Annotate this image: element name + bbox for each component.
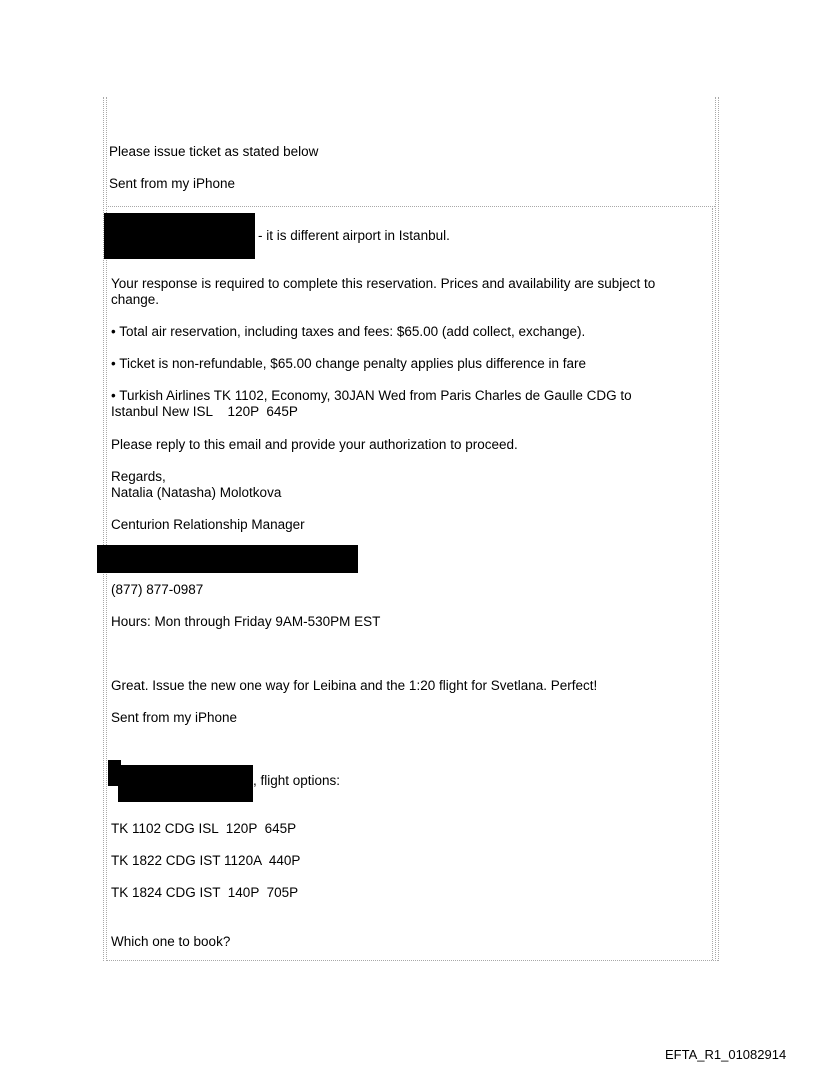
bullet-flight-details-cont: Istanbul New ISL 120P 645P (111, 404, 298, 419)
reply-request: Please reply to this email and provide your authorization to proceed. (111, 437, 518, 452)
reply-signature: Sent from my iPhone (111, 710, 238, 725)
reply-text: Great. Issue the new one way for Leibina and the 1:20 flight for Svetlana. Perfect! (111, 678, 598, 693)
top-message-signature: Sent from my iPhone (109, 176, 236, 191)
sender-title: Centurion Relationship Manager (111, 517, 305, 532)
response-required-line-2: change. (111, 292, 160, 307)
booking-question: Which one to book? (111, 934, 231, 949)
bullet-total-fare: • Total air reservation, including taxes and fees: $65.00 (add collect, exchange). (111, 324, 586, 339)
office-hours: Hours: Mon through Friday 9AM-530PM EST (111, 614, 381, 629)
outer-border-right (715, 97, 716, 961)
sender-name: Natalia (Natasha) Molotkova (111, 485, 282, 500)
outer-border-right-inner (718, 97, 719, 961)
quote-border-right (712, 208, 713, 960)
document-id: EFTA_R1_01082914 (665, 1047, 787, 1062)
redaction-block (118, 765, 253, 802)
flight-option: TK 1824 CDG IST 140P 705P (111, 885, 299, 900)
top-message-divider (106, 206, 715, 207)
bullet-refund-policy: • Ticket is non-refundable, $65.00 change penalty applies plus difference in fare (111, 356, 587, 371)
regards: Regards, (111, 469, 166, 484)
quote-border-bottom (106, 960, 718, 961)
airport-note: - it is different airport in Istanbul. (258, 228, 450, 243)
flight-options-intro: , flight options: (253, 773, 341, 788)
flight-option: TK 1822 CDG IST 1120A 440P (111, 853, 301, 868)
redaction-block (97, 545, 358, 573)
phone-number: (877) 877-0987 (111, 582, 204, 597)
response-required-line-1: Your response is required to complete this reservation. Prices and availability are subject to (111, 276, 656, 291)
bullet-flight-details: • Turkish Airlines TK 1102, Economy, 30JAN Wed from Paris Charles de Gaulle CDG to (111, 388, 632, 403)
redaction-block (104, 213, 255, 259)
top-message-line: Please issue ticket as stated below (109, 144, 319, 159)
flight-option: TK 1102 CDG ISL 120P 645P (111, 821, 297, 836)
